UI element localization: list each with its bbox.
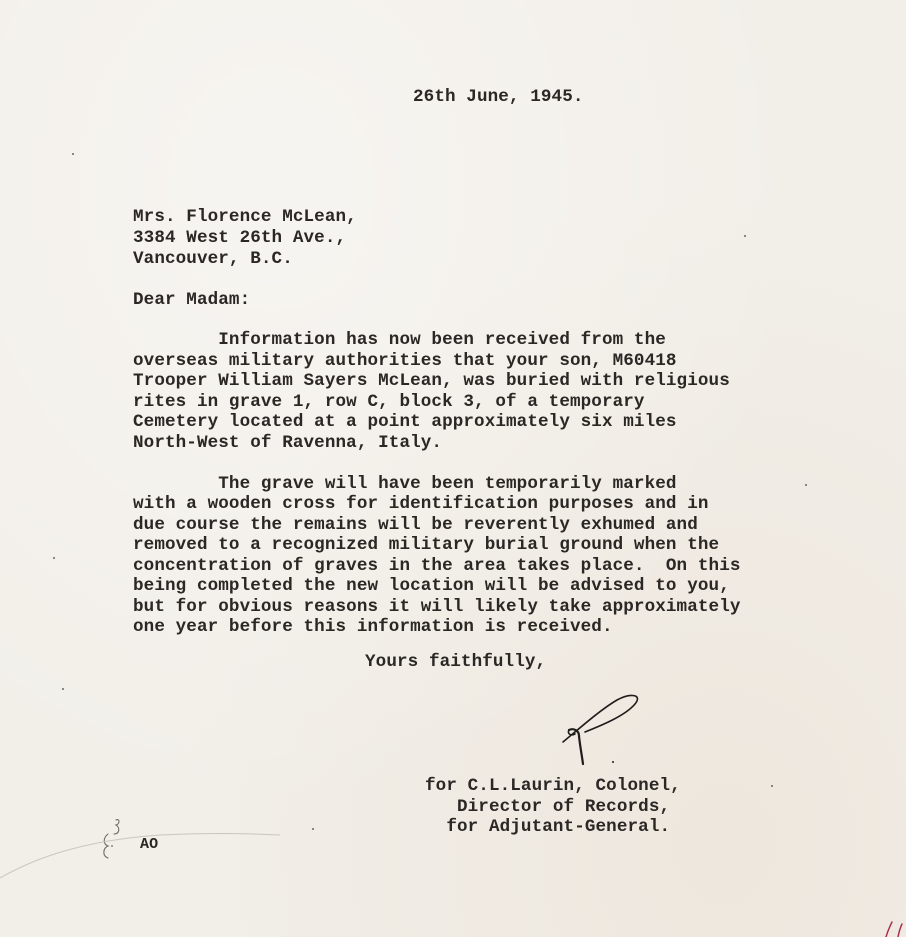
paragraph-line: Cemetery located at a point approximately six miles bbox=[133, 412, 677, 432]
paragraph-line: concentration of graves in the area takes place. On this bbox=[133, 556, 741, 576]
paragraph-line: The grave will have been temporarily marked bbox=[133, 474, 677, 494]
paper-speck bbox=[53, 557, 55, 559]
paragraph-line: North-West of Ravenna, Italy. bbox=[133, 433, 443, 453]
paragraph-line: with a wooden cross for identification purposes and in bbox=[133, 494, 709, 514]
paragraph-line: being completed the new location will be advised to you, bbox=[133, 576, 730, 596]
paragraph-line: one year before this information is received. bbox=[133, 617, 613, 637]
paper-speck bbox=[62, 688, 64, 690]
recipient-name: Mrs. Florence McLean, bbox=[133, 207, 357, 227]
paper-speck bbox=[744, 235, 746, 237]
paragraph-line: Trooper William Sayers McLean, was buried with religious bbox=[133, 371, 730, 391]
paragraph-line: but for obvious reasons it will likely take approximately bbox=[133, 597, 741, 617]
red-ink-mark-icon bbox=[868, 918, 906, 937]
signature-icon bbox=[555, 690, 655, 770]
paragraph-line: due course the remains will be reverently exhumed and bbox=[133, 515, 698, 535]
paper-speck bbox=[72, 153, 74, 155]
recipient-street: 3384 West 26th Ave., bbox=[133, 228, 347, 248]
signatory-name: for C.L.Laurin, Colonel, bbox=[425, 776, 681, 796]
recipient-city: Vancouver, B.C. bbox=[133, 249, 293, 269]
paragraph-line: Information has now been received from the bbox=[133, 330, 666, 350]
signatory-office: for Adjutant-General. bbox=[425, 817, 671, 837]
paragraph-line: overseas military authorities that your son, M60418 bbox=[133, 351, 677, 371]
closing: Yours faithfully, bbox=[365, 652, 547, 672]
salutation: Dear Madam: bbox=[133, 290, 251, 310]
paragraph-line: rites in grave 1, row C, block 3, of a temporary bbox=[133, 392, 645, 412]
letter-date: 26th June, 1945. bbox=[413, 87, 584, 107]
reference-code: AO bbox=[140, 836, 159, 853]
paper-speck bbox=[771, 785, 773, 787]
signatory-title: Director of Records, bbox=[425, 797, 671, 817]
paper-speck bbox=[805, 484, 807, 486]
paper-speck bbox=[312, 828, 314, 830]
handwritten-initials-icon bbox=[100, 812, 140, 862]
paragraph-line: removed to a recognized military burial ground when the bbox=[133, 535, 720, 555]
